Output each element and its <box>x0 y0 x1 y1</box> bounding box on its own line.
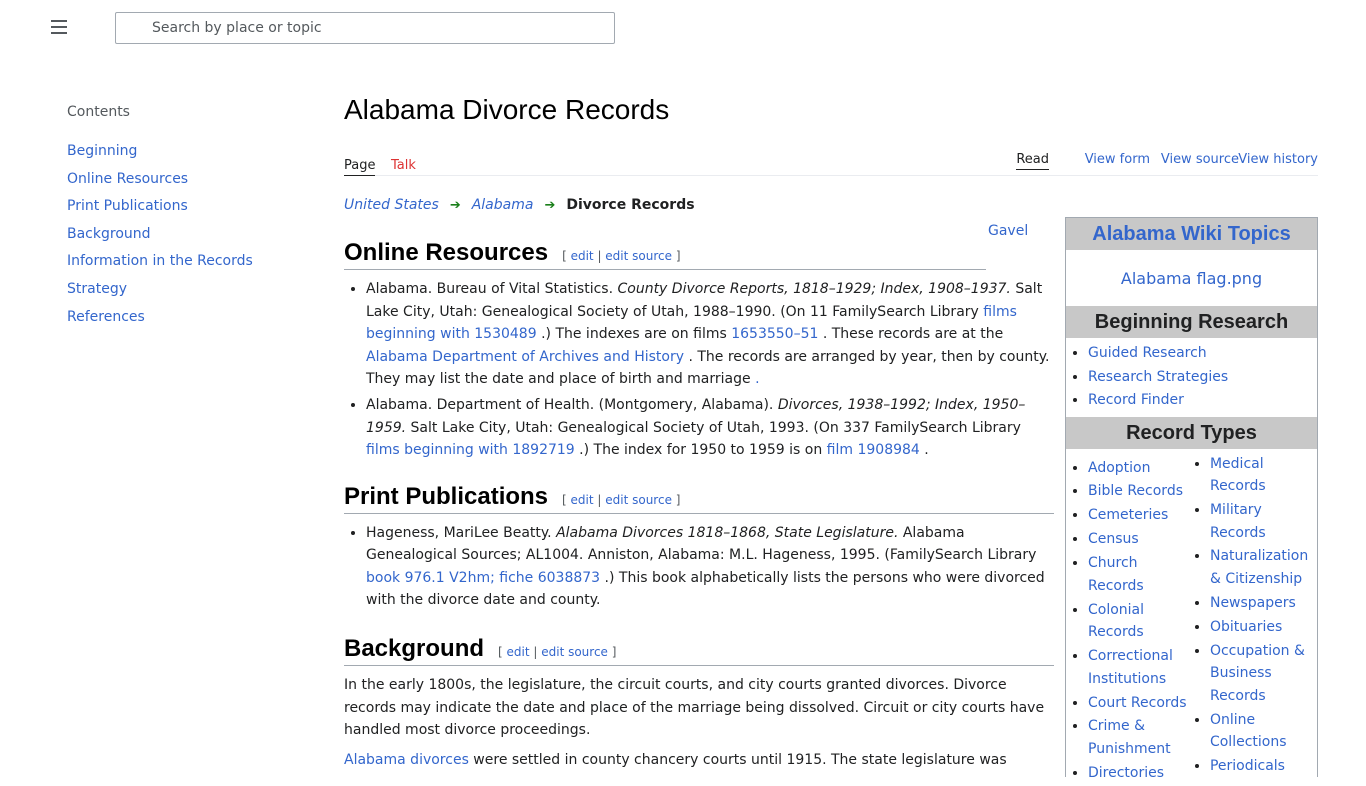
breadcrumb <box>344 197 695 213</box>
record-type-link[interactable]: Newspapers <box>1209 594 1296 611</box>
guided-research-link[interactable]: Guided Research <box>1088 345 1207 361</box>
section-title: Online Resources <box>344 239 549 266</box>
bracket: ] <box>607 644 617 659</box>
record-type-link[interactable]: Obituaries <box>1209 618 1283 635</box>
edit-link[interactable]: edit <box>506 644 530 659</box>
sidebar-link[interactable] <box>1088 366 1317 390</box>
research-strategies-link[interactable]: Research Strategies <box>1088 368 1229 385</box>
record-type-link[interactable]: Court Records <box>1088 694 1187 711</box>
record-types-col-2 <box>1210 449 1317 786</box>
citation-text: . <box>919 442 929 459</box>
heading-background <box>344 634 1054 666</box>
book-link[interactable]: book 976.1 V2hm; fiche 6038873 <box>366 569 601 586</box>
arrow-right-icon: ➔ <box>544 197 556 213</box>
bracket: [ <box>562 249 571 263</box>
separator: | <box>593 492 606 507</box>
tab-view-source[interactable]: View source <box>1160 152 1239 167</box>
record-type-link[interactable]: Census <box>1088 531 1139 548</box>
record-type-link[interactable]: Cemeteries <box>1088 507 1169 524</box>
sidebar-link[interactable] <box>1210 755 1317 778</box>
film-link[interactable]: film 1908984 <box>826 442 920 459</box>
tab-page[interactable]: Page <box>344 158 375 176</box>
citation-text: Alabama. Bureau of Vital Statistics. <box>366 281 618 298</box>
section-title: Print Publications <box>344 482 549 510</box>
sidebar-link[interactable] <box>1088 342 1317 366</box>
citation-text: . These records are at the <box>818 326 1004 343</box>
tab-read[interactable]: Read <box>1016 152 1049 170</box>
arrow-right-icon: ➔ <box>449 197 461 213</box>
sidebar-link[interactable] <box>1088 504 1197 527</box>
citation-text: .) The index for 1950 to 1959 is on <box>574 442 827 459</box>
citation-text: Salt Lake City, Utah: Genealogical Society of Utah, 1993. (On 337 FamilySearch Library <box>406 419 1021 436</box>
toc-title: Contents <box>67 104 130 120</box>
footnote-link[interactable]: . <box>750 371 760 388</box>
edit-section-links <box>562 489 680 511</box>
citation-title: County Divorce Reports, 1818–1929; Index, 1908–1937. <box>617 281 1011 298</box>
bracket: ] <box>672 249 681 263</box>
record-type-link[interactable]: Medical Records <box>1209 455 1266 495</box>
main-header <box>344 92 1318 213</box>
sidebar-link[interactable] <box>1088 480 1197 503</box>
sidebar-link[interactable] <box>1210 640 1317 708</box>
bracket: [ <box>498 644 507 659</box>
sidebar-heading-record-types: Record Types <box>1066 417 1317 449</box>
edit-source-link[interactable]: edit source <box>605 249 672 263</box>
sidebar-link[interactable] <box>1088 528 1197 551</box>
separator: | <box>593 249 606 263</box>
record-type-link[interactable]: Naturalization & Citizenship <box>1209 548 1309 588</box>
online-resources-list <box>366 278 1054 461</box>
section-title: Background <box>344 634 485 662</box>
sidebar-heading-beginning: Beginning Research <box>1066 306 1317 338</box>
record-finder-link[interactable]: Record Finder <box>1088 392 1184 408</box>
citation-text: Salt Lake City, Utah: Genealogical Society of Utah, 1988–1990. (On 11 FamilySearch Library <box>366 281 1043 320</box>
page-title: Alabama Divorce Records <box>344 94 670 125</box>
background-paragraph-2 <box>344 749 1054 771</box>
sidebar-link[interactable] <box>1210 499 1317 544</box>
record-type-link[interactable]: Crime & Punishment <box>1088 718 1171 757</box>
edit-link[interactable]: edit <box>570 492 594 507</box>
print-publications-list <box>366 522 1054 612</box>
edit-section-links <box>562 245 680 267</box>
citation-title: Divorces, 1938–1992; Index, 1950–1959. <box>366 397 1026 436</box>
record-types-col-1 <box>1088 449 1197 786</box>
sidebar-link[interactable] <box>1210 453 1317 498</box>
breadcrumb-united-states[interactable]: United States <box>344 197 439 213</box>
search-input[interactable] <box>116 13 614 43</box>
citation-text: .) The indexes are on films <box>536 326 732 343</box>
background-paragraph: In the early 1800s, the legislature, the circuit courts, and city courts granted divorces. Divorce records may indicate the date and place of the marriage being dissolved. Circuit or city courts have handled most divorce proceedings. <box>344 677 1045 738</box>
record-type-link[interactable]: Occupation & Business Records <box>1209 642 1305 704</box>
toc-item-print-publications[interactable]: Print Publications <box>67 198 188 215</box>
citation-text: .) This book alphabetically lists the persons who were divorced with the divorce date and county. <box>366 569 1045 609</box>
record-types-columns <box>1066 449 1317 786</box>
alabama-divorces-link[interactable]: Alabama divorces <box>344 752 469 769</box>
flag-image[interactable]: Alabama flag.png <box>1066 250 1317 306</box>
citation-text: Alabama. Department of Health. (Montgomery, Alabama). <box>366 397 778 414</box>
toc-item-information[interactable]: Information in the Records <box>67 253 253 270</box>
sidebar-link[interactable] <box>1088 599 1197 644</box>
record-type-link[interactable]: Periodicals <box>1209 758 1285 775</box>
archives-link[interactable]: Alabama Department of Archives and History <box>366 348 685 365</box>
tab-talk[interactable]: Talk <box>391 158 416 173</box>
sidebar-link[interactable] <box>1088 692 1197 715</box>
heading-print-publications <box>344 482 1054 514</box>
toc-item-online-resources[interactable]: Online Resources <box>67 170 189 187</box>
record-type-link[interactable]: Colonial Records <box>1088 601 1145 641</box>
breadcrumb-alabama[interactable]: Alabama <box>471 197 534 213</box>
article-content <box>344 218 1054 772</box>
sidebar-link[interactable] <box>1210 592 1317 615</box>
citation-text: Hageness, MariLee Beatty. <box>366 525 557 542</box>
record-type-link[interactable]: Online Collections <box>1209 711 1287 751</box>
record-type-link[interactable]: Church Records <box>1088 555 1144 594</box>
separator: | <box>529 644 542 659</box>
record-type-link[interactable]: Bible Records <box>1088 483 1183 500</box>
films-link[interactable]: films beginning with 1530489 <box>366 303 1017 343</box>
edit-source-link[interactable]: edit source <box>541 644 608 659</box>
list-item <box>366 394 1054 461</box>
sidebar-link[interactable] <box>1088 457 1197 480</box>
toc-item-background[interactable]: Background <box>67 225 151 242</box>
page-tabs <box>344 146 1318 176</box>
sidebar-link[interactable] <box>1210 545 1317 590</box>
record-type-link[interactable]: Directories <box>1088 764 1165 781</box>
sidebar-link[interactable] <box>1088 715 1197 760</box>
films-link[interactable]: 1653550–51 <box>731 326 819 343</box>
gavel-image[interactable]: Gavel <box>988 223 1029 239</box>
citation-title: Alabama Divorces 1818–1868, State Legislature. <box>556 525 899 542</box>
bracket: [ <box>562 492 571 507</box>
wiki-topics-sidebar <box>1065 217 1318 781</box>
toc-item-references[interactable]: References <box>67 308 145 325</box>
sidebar-link[interactable] <box>1210 709 1317 754</box>
paragraph-text: were settled in county chancery courts until 1915. The state legislature was <box>468 752 1007 769</box>
toc-item-beginning[interactable]: Beginning <box>67 143 138 159</box>
breadcrumb-current: Divorce Records <box>566 197 695 213</box>
sidebar-link[interactable] <box>1088 645 1197 690</box>
films-link[interactable]: films beginning with 1892719 <box>366 442 575 459</box>
edit-section-links <box>498 641 616 663</box>
edit-source-link[interactable]: edit source <box>605 492 672 507</box>
heading-online-resources <box>344 239 986 270</box>
record-type-link[interactable]: Adoption <box>1088 459 1151 476</box>
citation-text: Alabama Genealogical Sources; AL1004. Anniston, Alabama: M.L. Hageness, 1995. (FamilySearch Library <box>366 525 1037 564</box>
tab-view-history[interactable]: View history <box>1238 152 1318 167</box>
search-box[interactable] <box>115 12 615 44</box>
sidebar-link[interactable] <box>1210 616 1317 639</box>
list-item <box>366 278 1054 390</box>
edit-link[interactable]: edit <box>570 249 594 263</box>
beginning-research-list <box>1066 338 1317 417</box>
tab-view-form[interactable]: View form <box>1084 152 1150 167</box>
record-type-link[interactable]: Military Records <box>1209 501 1266 541</box>
sidebar-link[interactable] <box>1088 389 1317 413</box>
bracket: ] <box>671 492 681 507</box>
sidebar-title[interactable]: Alabama Wiki Topics <box>1066 218 1317 250</box>
table-of-contents <box>67 104 307 331</box>
sidebar-link[interactable] <box>1088 762 1197 785</box>
record-type-link[interactable]: Correctional Institutions <box>1088 648 1173 687</box>
sidebar-link[interactable] <box>1088 552 1197 597</box>
list-item <box>366 522 1054 612</box>
citation-text: . The records are arranged by year, then by county. They may list the date and place of birth and marriage <box>366 348 1050 388</box>
toc-item-strategy[interactable]: Strategy <box>67 280 127 297</box>
menu-icon[interactable] <box>51 20 69 36</box>
